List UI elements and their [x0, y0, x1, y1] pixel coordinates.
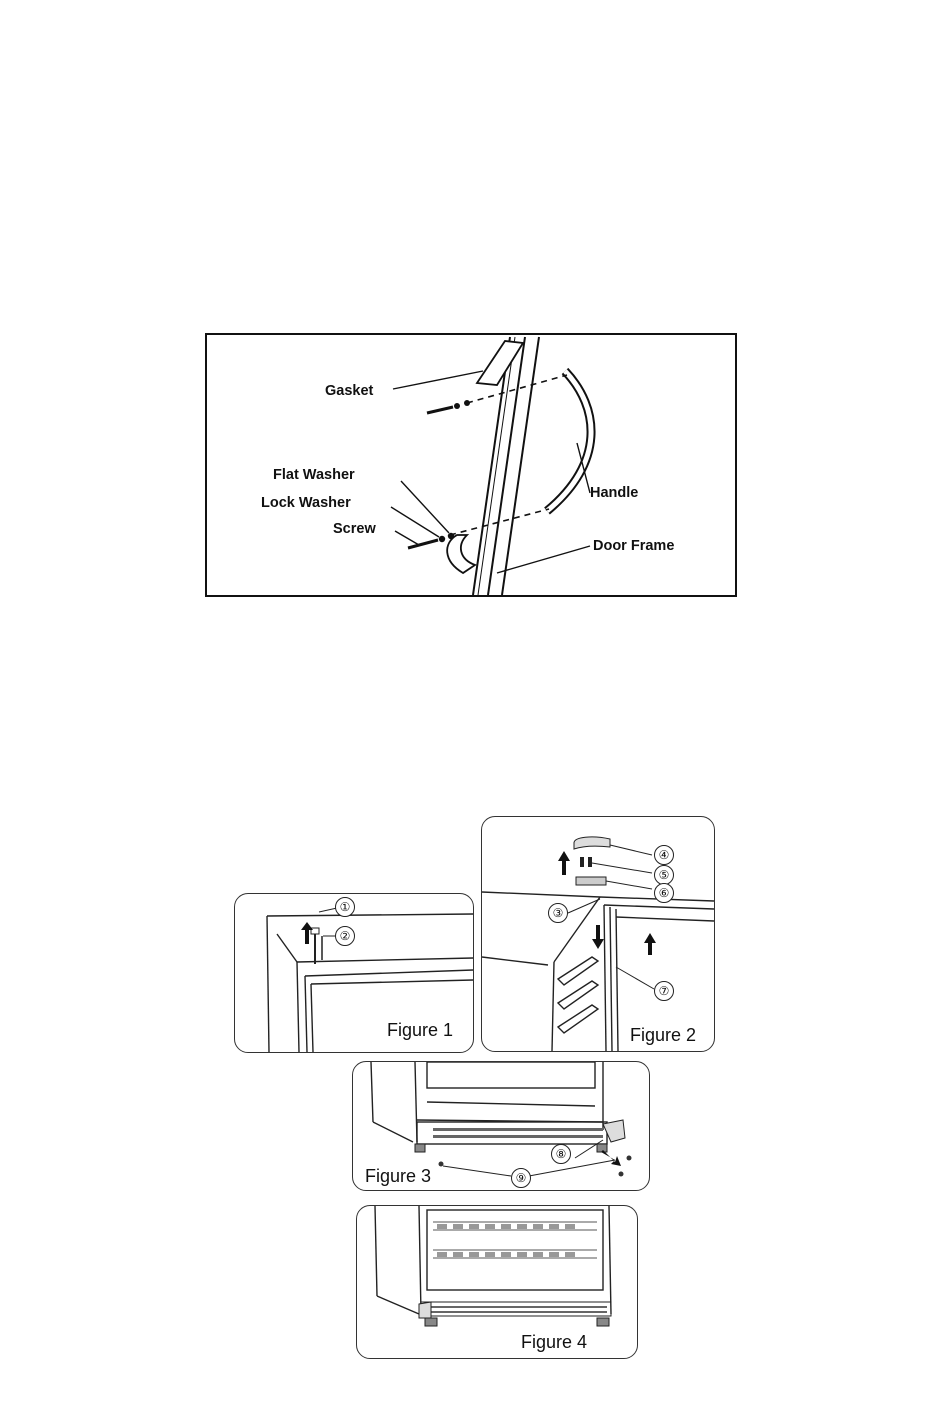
figure-4-caption: Figure 4	[521, 1332, 588, 1352]
marker-9: ⑨	[511, 1168, 531, 1188]
marker-7: ⑦	[654, 981, 674, 1001]
lock-washer-label: Lock Washer	[261, 495, 351, 511]
handle-diagram-drawing	[205, 333, 737, 597]
door-frame-label: Door Frame	[593, 538, 675, 554]
marker-2: ②	[335, 926, 355, 946]
handle-installation-diagram	[205, 333, 737, 597]
marker-8: ⑧	[551, 1144, 571, 1164]
flat-washer-label: Flat Washer	[273, 467, 355, 483]
marker-5: ⑤	[654, 865, 674, 885]
gasket-label: Gasket	[325, 383, 374, 399]
figure-1-panel	[234, 893, 474, 1053]
figure-1-caption: Figure 1	[387, 1020, 454, 1040]
screw-label: Screw	[333, 521, 376, 537]
handle-label: Handle	[590, 485, 639, 501]
figure-3-panel	[352, 1061, 650, 1191]
marker-4: ④	[654, 845, 674, 865]
figure-4-drawing	[357, 1206, 637, 1358]
figure-4-panel	[356, 1205, 638, 1359]
figure-2-drawing	[482, 817, 714, 1051]
marker-6: ⑥	[654, 883, 674, 903]
figure-2-caption: Figure 2	[630, 1025, 697, 1045]
marker-1: ①	[335, 897, 355, 917]
figure-3-caption: Figure 3	[365, 1166, 432, 1186]
marker-3: ③	[548, 903, 568, 923]
figure-2-panel	[481, 816, 715, 1052]
